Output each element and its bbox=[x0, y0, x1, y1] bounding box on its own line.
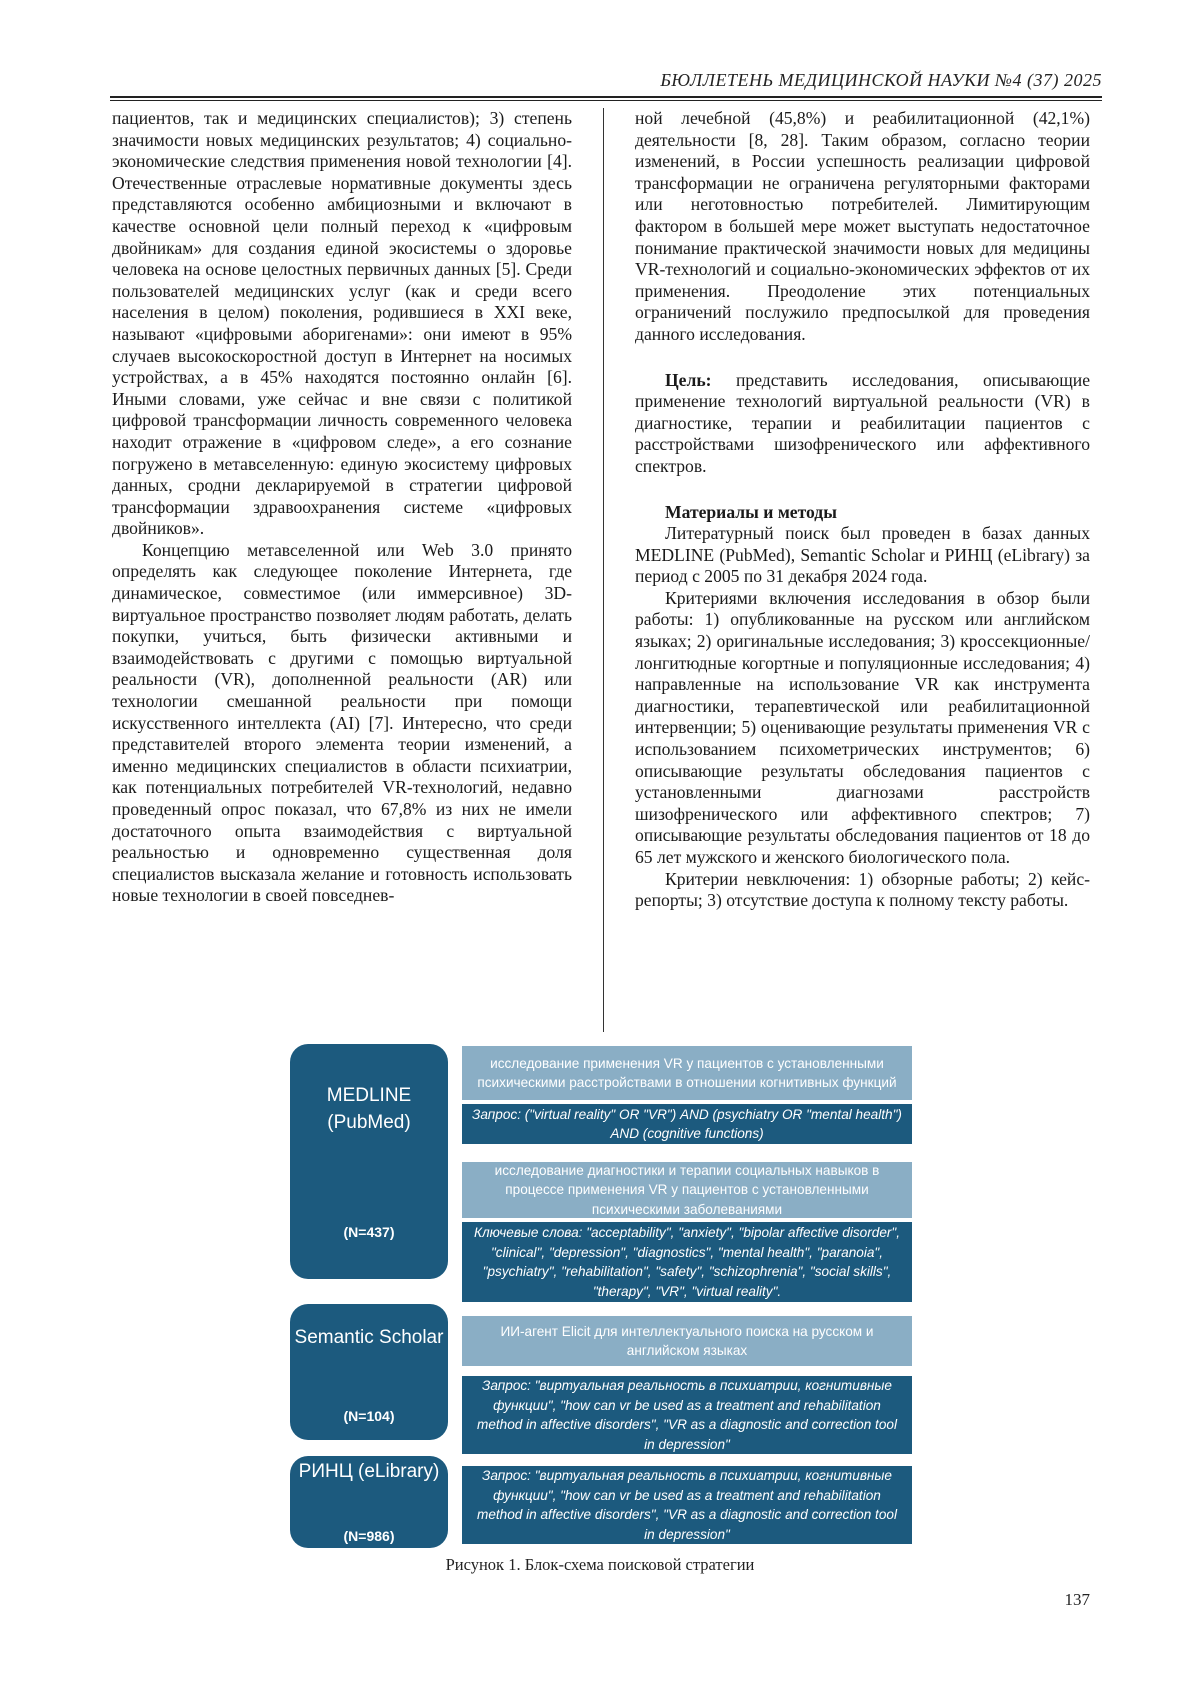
left-paragraph-2: Концепцию метавселенной или Web 3.0 принято определять как следующее поколение Интернета, где динамическое, совместимое (или иммерсивное) 3D-виртуальное пространство позволяет людям работать, делать покупки, учиться, быть физически активными и взаимодействовать с другими с помощью виртуальной реальности (VR), дополненной реальности (AR) или технологии смешанной реальности при помощи искусственного интеллекта (AI) [7]. Интересно, что среди представителей второго элемента теории изменений, а именно медицинских специалистов в области психиатрии, как потенциальных потребителей VR-технологий, недавно проведенный опрос показал, что 67,8% из них не имели достаточного опыта взаимодействия с виртуальной реальностью и одновременно существенная доля специалистов высказала желание и готовность использовать новые технологии в своей повседнев- bbox=[112, 539, 572, 906]
flow-box-social-skills-topic: исследование диагностики и терапии социальных навыков в процессе применения VR у пациентов с установленными психическими заболеваниями bbox=[462, 1162, 912, 1218]
flow-box-semantic-query: Запрос: "виртуальная реальность в психиатрии, когнитивные функции", "how can vr be used as a treatment and rehabilitation method in affective disorders", "VR as a diagnostic and correction tool in depression" bbox=[462, 1376, 912, 1454]
flow-box-keywords: Ключевые слова: "acceptability", "anxiety", "bipolar affective disorder", "clinical", "depression", "diagnostics", "mental health", "paranoia", "psychiatry", "rehabilitation", "safety", "schizophrenia", "social skills", "therapy", "VR", "virtual reality". bbox=[462, 1222, 912, 1302]
db-semantic-count: (N=104) bbox=[343, 1408, 395, 1424]
right-column bbox=[635, 108, 1090, 912]
aim-label: Цель: bbox=[665, 369, 712, 390]
journal-header: БЮЛЛЕТЕНЬ МЕДИЦИНСКОЙ НАУКИ №4 (37) 2025 bbox=[660, 70, 1102, 90]
db-medline-count: (N=437) bbox=[343, 1224, 395, 1240]
flow-box-pubmed-query: Запрос: ("virtual reality" OR "VR") AND (psychiatry OR "mental health") AND (cognitive functions) bbox=[462, 1104, 912, 1144]
methods-paragraph-3: Критерии невключения: 1) обзорные работы; 2) кейс-репорты; 3) отсутствие доступа к полному тексту работы. bbox=[635, 868, 1090, 911]
left-column bbox=[112, 108, 572, 907]
db-semantic-block bbox=[290, 1304, 448, 1440]
column-divider bbox=[603, 108, 604, 1032]
flow-box-cognitive-topic: исследование применения VR у пациентов с установленными психическими расстройствами в отношении когнитивных функций bbox=[462, 1046, 912, 1100]
db-medline-block bbox=[290, 1044, 448, 1279]
methods-paragraph-2: Критериями включения исследования в обзор были работы: 1) опубликованные на русском или английском языках; 2) оригинальные исследования; 3) кроссекционные/лонгитюдные когортные и популяционные исследования; 4) направленные на использование VR как инструмента диагностики, терапевтической или реабилитационной интервенции; 5) оценивающие результаты применения VR с использованием психометрических инструментов; 6) описывающие результаты обследования пациентов с установленными диагнозами расстройств шизофренического или аффективного спектров; 7) описывающие результаты обследования пациентов от 18 до 65 лет мужского и женского биологического пола. bbox=[635, 587, 1090, 867]
db-medline-name: MEDLINE (PubMed) bbox=[326, 1085, 412, 1133]
aim-text: представить исследования, описывающие применение технологий виртуальной реальности (VR) в диагностике, терапии и реабилитации пациентов с расстройствами шизофренического или аффективного спектров. bbox=[635, 369, 1090, 476]
db-rinc-count: (N=986) bbox=[343, 1528, 395, 1544]
page-number: 137 bbox=[1064, 1590, 1090, 1609]
header-rule bbox=[110, 96, 1102, 98]
methods-paragraph-1: Литературный поиск был проведен в базах данных MEDLINE (PubMed), Semantic Scholar и РИНЦ (eLibrary) за период с 2005 по 31 декабря 2024 года. bbox=[635, 523, 1090, 587]
right-paragraph-1: ной лечебной (45,8%) и реабилитационной (42,1%) деятельности [8, 28]. Таким образом, согласно теории изменений, в России успешность реализации цифровой трансформации не ограничена регуляторными факторами или неготовностью потребителей. Лимитирующим фактором в большей мере может выступать недостаточное понимание практической значимости новых для медицины VR-технологий и социально-экономических эффектов от их применения. Преодоление этих потенциальных ограничений послужило предпосылкой для проведения данного исследования. bbox=[635, 108, 1090, 344]
db-semantic-name: Semantic Scholar bbox=[294, 1327, 444, 1348]
flow-box-rinc-query: Запрос: "виртуальная реальность в психиатрии, когнитивные функции", "how can vr be used as a treatment and rehabilitation method in affective disorders", "VR as a diagnostic and correction tool in depression" bbox=[462, 1466, 912, 1544]
db-rinc-name: РИНЦ (eLibrary) bbox=[298, 1461, 440, 1482]
left-paragraph-1: пациентов, так и медицинских специалистов); 3) степень значимости новых медицинских результатов; 4) социально-экономические следствия применения новой технологии [4]. Отечественные отраслевые нормативные документы здесь представляются особенно амбициозными и включают в качестве основной цели полный переход к «цифровым двойникам» для создания единой экосистемы о здоровье человека на основе целостных первичных данных [5]. Среди пользователей медицинских услуг (как и среди всего населения в целом) поколения, родившиеся в XXI веке, называют «цифровыми аборигенами»: они имеют в 95% случаев высокоскоростной доступ в Интернет на носимых устройствах, а в 45% находятся постоянно онлайн [6]. Иными словами, уже сейчас и вне связи с политикой цифровой трансформации личность современного человека находит отражение в «цифровом следе», а его сознание погружено в метавселенную: единую экосистему цифровых данных, сродни декларируемой в стратегии цифровой трансформации здравоохранения системе «цифровых двойников». bbox=[112, 108, 572, 539]
flow-box-elicit-agent: ИИ-агент Elicit для интеллектуального поиска на русском и английском языках bbox=[462, 1316, 912, 1366]
methods-heading: Материалы и методы bbox=[665, 501, 837, 522]
aim-paragraph bbox=[635, 370, 1090, 478]
header-rule-thin bbox=[110, 100, 1102, 101]
db-rinc-block bbox=[290, 1456, 448, 1548]
figure-caption: Рисунок 1. Блок-схема поисковой стратегии bbox=[445, 1555, 755, 1574]
